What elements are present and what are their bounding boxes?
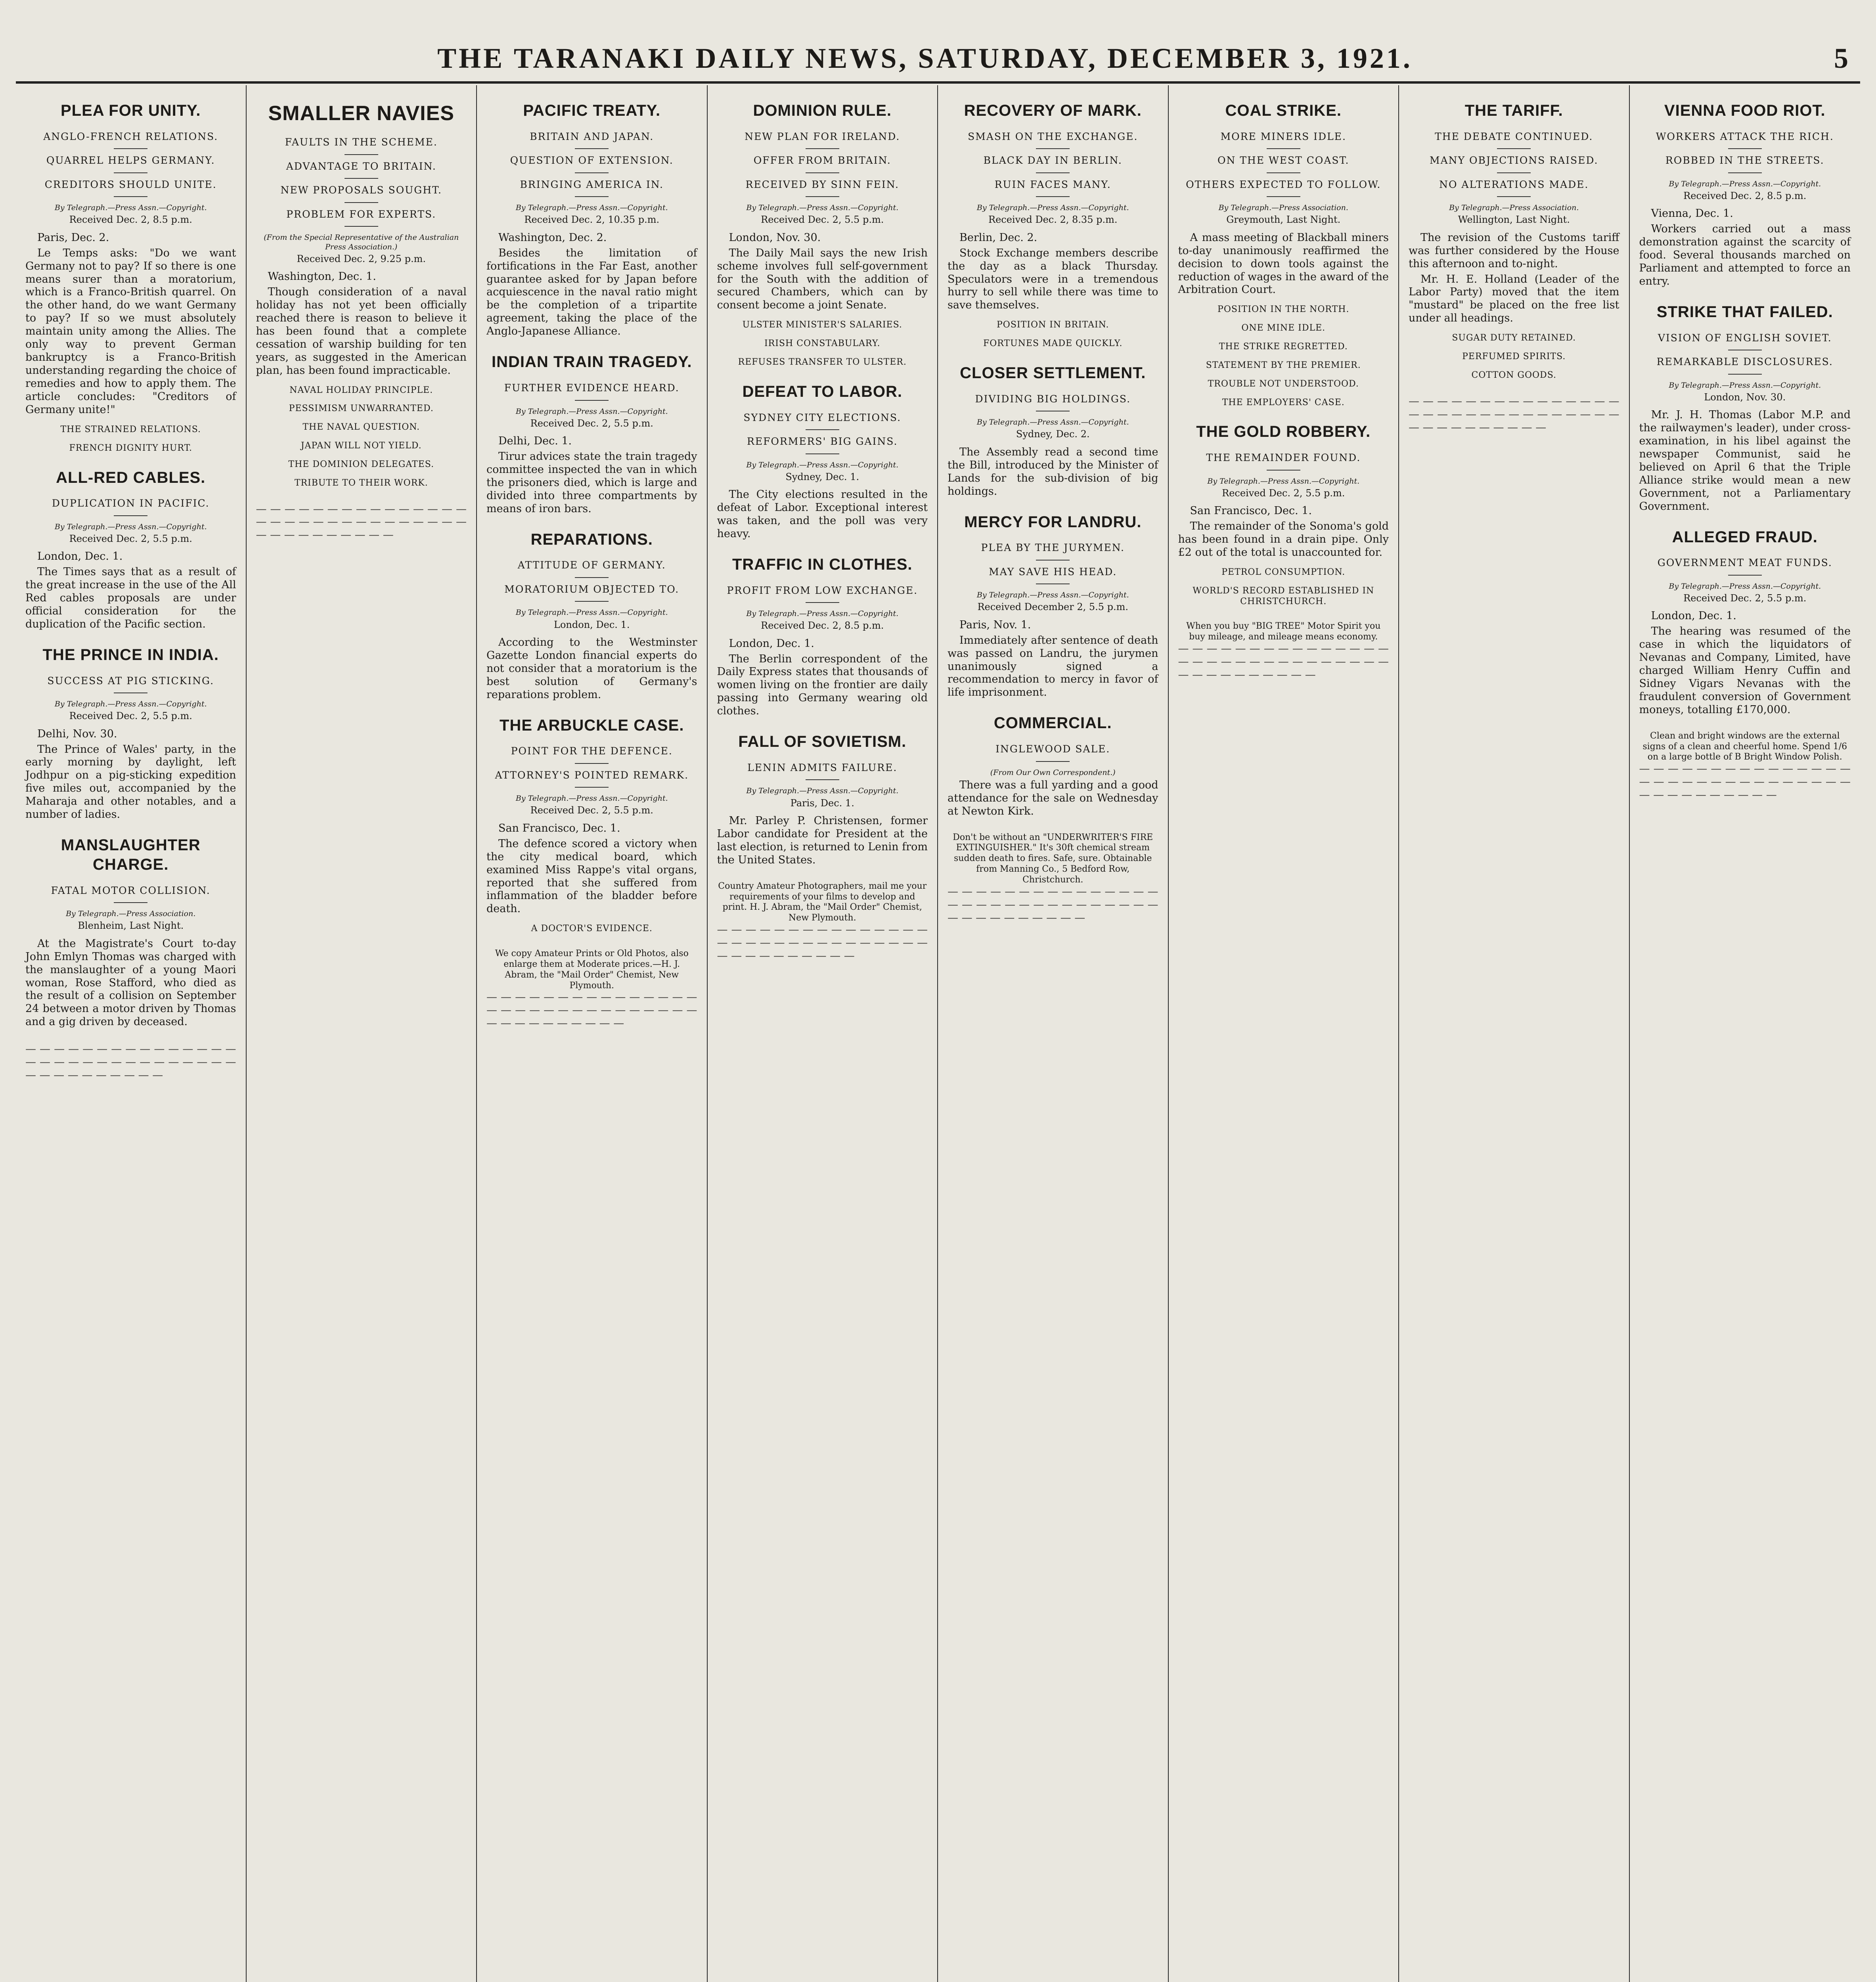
column-rule-filler: — — — — — — — — — — — — — — — — — — — — — — — — — — — — — — — — — — — — — — — — xyxy=(948,885,1158,924)
article xyxy=(25,645,236,821)
advertisement: Clean and bright windows are the external signs of a clean and cheerful home. Spend 1/6 on a large bottle of B Bright Window Polish. xyxy=(1642,731,1847,762)
paragraph: The hearing was resumed of the case in which the liquidators of Nevanas and Company, Limited, have charged William Henry Cuffin and Sidney Vigars Nevanas with the fraudulent conversion of Government moneys, totalling £170,000. xyxy=(1639,625,1851,716)
headline: COAL STRIKE. xyxy=(1225,102,1342,119)
headline: INDIAN TRAIN TRAGEDY. xyxy=(492,353,692,371)
received-line: Greymouth, Last Night. xyxy=(1226,214,1341,226)
headline: VIENNA FOOD RIOT. xyxy=(1664,102,1826,119)
column-7 xyxy=(1399,85,1630,1982)
deck-line: RECEIVED BY SINN FEIN. xyxy=(717,179,928,197)
headline: CLOSER SETTLEMENT. xyxy=(960,364,1146,382)
subheading: TRIBUTE TO THEIR WORK. xyxy=(294,478,428,488)
subheading: WORLD'S RECORD ESTABLISHED IN CHRISTCHURCH. xyxy=(1193,585,1374,606)
article xyxy=(25,101,236,454)
deck-line: LENIN ADMITS FAILURE. xyxy=(717,762,928,781)
paragraph: Washington, Dec. 1. xyxy=(268,270,376,283)
masthead xyxy=(16,40,1860,77)
byline: By Telegraph.—Press Assn.—Copyright. xyxy=(54,203,207,212)
deck-line: MANY OBJECTIONS RAISED. xyxy=(1409,155,1619,173)
column-rule-filler: — — — — — — — — — — — — — — — — — — — — — — — — — — — — — — — — — — — — — — — — xyxy=(256,503,467,541)
deck-line: BRITAIN AND JAPAN. xyxy=(486,131,697,149)
paragraph: Stock Exchange members describe the day as a black Thursday. Speculators were in a tremendous hurry to sell while there was time to save themselves. xyxy=(948,247,1158,312)
paragraph: San Francisco, Dec. 1. xyxy=(498,822,620,834)
subheading: A DOCTOR'S EVIDENCE. xyxy=(531,924,653,934)
byline: By Telegraph.—Press Assn.—Copyright. xyxy=(746,460,899,469)
byline: By Telegraph.—Press Association. xyxy=(1218,203,1348,212)
paragraph: The Daily Mail says the new Irish scheme involves full self-government for the South with the addition of secured Chambers, which can by consent become a joint Senate. xyxy=(717,247,928,312)
deck-line: THE DEBATE CONTINUED. xyxy=(1409,131,1619,149)
paragraph: London, Dec. 1. xyxy=(729,637,814,650)
deck-line: THE REMAINDER FOUND. xyxy=(1178,452,1389,471)
headline: PACIFIC TREATY. xyxy=(523,102,661,119)
deck-line: MORE MINERS IDLE. xyxy=(1178,131,1389,149)
headline: THE ARBUCKLE CASE. xyxy=(500,716,684,734)
article xyxy=(1639,302,1851,513)
deck-line: PROFIT FROM LOW EXCHANGE. xyxy=(717,585,928,603)
deck-line: BRINGING AMERICA IN. xyxy=(486,179,697,197)
received-line: Paris, Dec. 1. xyxy=(790,797,854,809)
column-rule-filler: — — — — — — — — — — — — — — — — — — — — — — — — — — — — — — — — — — — — — — — — xyxy=(486,991,697,1030)
byline: By Telegraph.—Press Assn.—Copyright. xyxy=(746,609,899,618)
paragraph: The remainder of the Sonoma's gold has been found in a drain pipe. Only £2 out of the total is unaccounted for. xyxy=(1178,520,1389,559)
headline: ALL-RED CABLES. xyxy=(56,469,206,486)
byline: By Telegraph.—Press Assn.—Copyright. xyxy=(976,591,1129,600)
subheading: POSITION IN BRITAIN. xyxy=(997,320,1109,330)
byline: By Telegraph.—Press Assn.—Copyright. xyxy=(1669,582,1821,591)
deck-line: FAULTS IN THE SCHEME. xyxy=(256,136,467,155)
deck-line: SUCCESS AT PIG STICKING. xyxy=(25,675,236,694)
deck-line: DUPLICATION IN PACIFIC. xyxy=(25,497,236,516)
paragraph: The Times says that as a result of the great increase in the use of the All Red cables proposals are under official consideration for the duplication of the Pacific section. xyxy=(25,566,236,630)
headline: MERCY FOR LANDRU. xyxy=(964,513,1142,531)
subheading: IRISH CONSTABULARY. xyxy=(764,339,881,349)
subheading: TROUBLE NOT UNDERSTOOD. xyxy=(1208,379,1359,389)
deck-line: NO ALTERATIONS MADE. xyxy=(1409,179,1619,197)
article xyxy=(486,530,697,702)
column-8 xyxy=(1630,85,1861,1982)
paragraph: Paris, Dec. 2. xyxy=(37,231,109,244)
deck-line: ON THE WEST COAST. xyxy=(1178,155,1389,173)
article xyxy=(1409,101,1619,381)
byline: By Telegraph.—Press Assn.—Copyright. xyxy=(515,608,668,617)
column-rule-filler: — — — — — — — — — — — — — — — — — — — — — — — — — — — — — — — — — — — — — — — — xyxy=(717,923,928,962)
paragraph: Vienna, Dec. 1. xyxy=(1651,207,1733,220)
deck-line: PROBLEM FOR EXPERTS. xyxy=(256,209,467,227)
received-line: Received Dec. 2, 5.5 p.m. xyxy=(530,417,653,429)
received-line: Received Dec. 2, 5.5 p.m. xyxy=(1683,593,1807,604)
advertisement: We copy Amateur Prints or Old Photos, also enlarge them at Moderate prices.—H. J. Abram, the "Mail Order" Chemist, New Plymouth. xyxy=(495,949,689,991)
column-1 xyxy=(16,85,247,1982)
received-line: Received Dec. 2, 9.25 p.m. xyxy=(297,253,426,264)
article xyxy=(717,555,928,718)
deck-line: POINT FOR THE DEFENCE. xyxy=(486,745,697,764)
advertisement: Don't be without an "UNDERWRITER'S FIRE EXTINGUISHER." It's 30ft chemical stream sudden death to fires. Safe, sure. Obtainable from Manning Co., 5 Bedford Row, Christchurch. xyxy=(953,832,1153,885)
deck-line: MORATORIUM OBJECTED TO. xyxy=(486,584,697,602)
article xyxy=(486,101,697,338)
paragraph: A mass meeting of Blackball miners to-day unanimously reaffirmed the decision to down tools against the reduction of wages in the award of the Arbitration Court. xyxy=(1178,231,1389,296)
received-line: London, Dec. 1. xyxy=(554,619,630,630)
subheading: SUGAR DUTY RETAINED. xyxy=(1452,333,1576,343)
columns-container xyxy=(16,85,1860,1982)
deck-line: MAY SAVE HIS HEAD. xyxy=(948,566,1158,585)
deck-line: QUESTION OF EXTENSION. xyxy=(486,155,697,173)
headline: SMALLER NAVIES xyxy=(268,102,454,125)
deck-line: NEW PROPOSALS SOUGHT. xyxy=(256,184,467,203)
deck-line: PLEA BY THE JURYMEN. xyxy=(948,542,1158,561)
received-line: Received Dec. 2, 8.35 p.m. xyxy=(988,214,1118,226)
headline: RECOVERY OF MARK. xyxy=(964,102,1142,119)
subheading: FRENCH DIGNITY HURT. xyxy=(69,443,193,453)
paragraph: Though consideration of a naval holiday has not yet been officially reached there is reason to believe it has been found that a complete cessation of warship building for ten years, as suggested in the American plan, has been found impracticable. xyxy=(256,285,467,377)
deck-line: REMARKABLE DISCLOSURES. xyxy=(1639,356,1851,375)
paragraph: San Francisco, Dec. 1. xyxy=(1190,505,1312,517)
paragraph: The Assembly read a second time the Bill, introduced by the Minister of Lands for the sub-division of big holdings. xyxy=(948,446,1158,497)
headline: FALL OF SOVIETISM. xyxy=(738,733,907,751)
subheading: THE DOMINION DELEGATES. xyxy=(288,459,435,469)
headline: COMMERCIAL. xyxy=(994,714,1112,732)
headline: THE PRINCE IN INDIA. xyxy=(42,646,219,664)
column-rule-filler: — — — — — — — — — — — — — — — — — — — — — — — — — — — — — — — — — — — — — — — — xyxy=(1178,643,1389,681)
deck-line: SYDNEY CITY ELECTIONS. xyxy=(717,412,928,430)
paragraph: Berlin, Dec. 2. xyxy=(959,231,1038,244)
received-line: Sydney, Dec. 2. xyxy=(1016,429,1090,440)
deck-line: WORKERS ATTACK THE RICH. xyxy=(1639,131,1851,149)
article xyxy=(1639,101,1851,288)
column-rule-filler: — — — — — — — — — — — — — — — — — — — — — — — — — — — — — — — — — — — — — — — — xyxy=(25,1043,236,1082)
paragraph: Workers carried out a mass demonstration against the scarcity of food. Several thousands marched on Parliament and attempted to force an entry. xyxy=(1639,223,1851,287)
byline: By Telegraph.—Press Assn.—Copyright. xyxy=(515,203,668,212)
deck-line: REFORMERS' BIG GAINS. xyxy=(717,436,928,454)
subheading: REFUSES TRANSFER TO ULSTER. xyxy=(738,357,907,367)
headline: DOMINION RULE. xyxy=(753,102,892,119)
deck-line: VISION OF ENGLISH SOVIET. xyxy=(1639,332,1851,351)
subheading: PETROL CONSUMPTION. xyxy=(1221,567,1346,577)
subheading: COTTON GOODS. xyxy=(1471,370,1556,380)
deck-line: QUARREL HELPS GERMANY. xyxy=(25,155,236,173)
received-line: Received December 2, 5.5 p.m. xyxy=(977,601,1129,613)
headline: STRIKE THAT FAILED. xyxy=(1656,303,1833,321)
byline: By Telegraph.—Press Assn.—Copyright. xyxy=(1669,381,1821,390)
paragraph: Mr. Parley P. Christensen, former Labor candidate for President at the last election, is returned to Lenin from the United States. xyxy=(717,814,928,866)
article xyxy=(1639,528,1851,717)
headline: MANSLAUGHTER CHARGE. xyxy=(61,836,201,873)
deck-line: DIVIDING BIG HOLDINGS. xyxy=(948,393,1158,412)
subheading: ULSTER MINISTER'S SALARIES. xyxy=(742,320,902,330)
received-line: Received Dec. 2, 5.5 p.m. xyxy=(530,805,653,816)
column-6 xyxy=(1169,85,1399,1982)
column-rule-filler: — — — — — — — — — — — — — — — — — — — — — — — — — — — — — — — — — — — — — — — — xyxy=(1639,763,1851,802)
deck-line: FURTHER EVIDENCE HEARD. xyxy=(486,382,697,401)
deck-line: SMASH ON THE EXCHANGE. xyxy=(948,131,1158,149)
byline: By Telegraph.—Press Assn.—Copyright. xyxy=(515,794,668,803)
deck-line: RUIN FACES MANY. xyxy=(948,179,1158,197)
paragraph: Mr. H. E. Holland (Leader of the Labor Party) moved that the item "mustard" be placed on the free list under all headings. xyxy=(1409,273,1619,325)
paragraph: The revision of the Customs tariff was further considered by the House this afternoon and to-night. xyxy=(1409,231,1619,270)
article xyxy=(948,363,1158,498)
headline: ALLEGED FRAUD. xyxy=(1672,528,1818,546)
article xyxy=(717,732,928,867)
deck-line: CREDITORS SHOULD UNITE. xyxy=(25,179,236,197)
article xyxy=(256,101,467,489)
headline: DEFEAT TO LABOR. xyxy=(742,383,902,400)
paragraph: There was a full yarding and a good attendance for the sale on Wednesday at Newton Kirk. xyxy=(948,779,1158,817)
subheading: FORTUNES MADE QUICKLY. xyxy=(983,339,1123,349)
paragraph: Delhi, Nov. 30. xyxy=(37,727,117,740)
deck-line: OTHERS EXPECTED TO FOLLOW. xyxy=(1178,179,1389,197)
paragraph: Le Temps asks: "Do we want Germany not to pay? If so there is one means surer than a moratorium, which is a Franco-British quarrel. On the other hand, do we want Germany to pay? If so we must absolutely maintain unity among the Allies. The only way to prevent German bankruptcy is a Franco-British understanding regarding the choice of remedies and how to apply them. The article concludes: "Creditors of Germany unite!" xyxy=(25,247,236,416)
column-2 xyxy=(247,85,477,1982)
paragraph: Paris, Nov. 1. xyxy=(959,618,1031,631)
article xyxy=(25,836,236,1029)
masthead-rule xyxy=(16,81,1860,84)
paragraph: Besides the limitation of fortifications in the Far East, another guarantee asked for by Japan before acquiescence in the naval ratio might be the completion of a tripartite agreement, taking the place of the Anglo-Japanese Alliance. xyxy=(486,247,697,338)
byline: By Telegraph.—Press Assn.—Copyright. xyxy=(515,407,668,416)
byline: By Telegraph.—Press Assn.—Copyright. xyxy=(746,203,899,212)
article xyxy=(25,468,236,631)
byline: By Telegraph.—Press Assn.—Copyright. xyxy=(1207,476,1360,486)
article xyxy=(717,101,928,368)
paragraph: London, Nov. 30. xyxy=(729,231,821,244)
subheading: ONE MINE IDLE. xyxy=(1241,323,1326,333)
paragraph: London, Dec. 1. xyxy=(37,550,123,563)
article xyxy=(486,716,697,935)
received-line: Received Dec. 2, 5.5 p.m. xyxy=(69,710,192,722)
subheading: NAVAL HOLIDAY PRINCIPLE. xyxy=(289,385,433,395)
article xyxy=(948,101,1158,349)
byline: By Telegraph.—Press Assn.—Copyright. xyxy=(54,700,207,709)
subheading: THE EMPLOYERS' CASE. xyxy=(1222,397,1345,407)
deck-line: INGLEWOOD SALE. xyxy=(948,743,1158,762)
headline: THE GOLD ROBBERY. xyxy=(1196,423,1371,441)
subheading: POSITION IN THE NORTH. xyxy=(1217,304,1350,315)
masthead-title: THE TARANAKI DAILY NEWS, SATURDAY, DECEMBER 3, 1921. xyxy=(437,42,1413,74)
received-line: Received Dec. 2, 5.5 p.m. xyxy=(1222,487,1345,499)
subheading: JAPAN WILL NOT YIELD. xyxy=(301,441,422,451)
received-line: Sydney, Dec. 1. xyxy=(785,471,860,482)
byline: By Telegraph.—Press Assn.—Copyright. xyxy=(1669,179,1821,188)
column-5 xyxy=(938,85,1169,1982)
received-line: Received Dec. 2, 8.5 p.m. xyxy=(1683,190,1807,201)
received-line: Blenheim, Last Night. xyxy=(78,920,184,932)
deck-line: ADVANTAGE TO BRITAIN. xyxy=(256,161,467,179)
paragraph: Immediately after sentence of death was passed on Landru, the jurymen unanimously signed a recommendation to mercy in favor of life imprisonment. xyxy=(948,634,1158,699)
byline: By Telegraph.—Press Assn.—Copyright. xyxy=(976,203,1129,212)
received-line: London, Nov. 30. xyxy=(1704,391,1786,403)
deck-line: ATTORNEY'S POINTED REMARK. xyxy=(486,769,697,788)
received-line: Received Dec. 2, 10.35 p.m. xyxy=(524,214,660,226)
received-line: Received Dec. 2, 8.5 p.m. xyxy=(761,620,884,631)
byline: By Telegraph.—Press Association. xyxy=(66,909,196,918)
headline: TRAFFIC IN CLOTHES. xyxy=(732,555,913,573)
paragraph: London, Dec. 1. xyxy=(1651,610,1736,622)
article xyxy=(717,382,928,541)
article xyxy=(948,513,1158,700)
column-4 xyxy=(708,85,938,1982)
headline: REPARATIONS. xyxy=(530,530,653,548)
subheading: PESSIMISM UNWARRANTED. xyxy=(289,404,434,414)
deck-line: ANGLO-FRENCH RELATIONS. xyxy=(25,131,236,149)
deck-line: GOVERNMENT MEAT FUNDS. xyxy=(1639,557,1851,576)
article xyxy=(948,714,1158,818)
paragraph: The Berlin correspondent of the Daily Express states that thousands of women living on the frontier are daily passing into Germany wearing old clothes. xyxy=(717,652,928,717)
subheading: PERFUMED SPIRITS. xyxy=(1462,352,1566,362)
subheading: THE STRAINED RELATIONS. xyxy=(60,424,201,434)
deck-line: OFFER FROM BRITAIN. xyxy=(717,155,928,173)
page-number: 5 xyxy=(1834,42,1848,74)
column-rule-filler: — — — — — — — — — — — — — — — — — — — — — — — — — — — — — — — — — — — — — — — — xyxy=(1409,395,1619,434)
headline: THE TARIFF. xyxy=(1464,102,1563,119)
received-line: Received Dec. 2, 8.5 p.m. xyxy=(69,214,192,226)
article xyxy=(1178,422,1389,607)
advertisement: When you buy "BIG TREE" Motor Spirit you buy mileage, and mileage means economy. xyxy=(1186,621,1381,642)
subheading: THE STRIKE REGRETTED. xyxy=(1219,342,1348,352)
paragraph: The City elections resulted in the defeat of Labor. Exceptional interest was taken, and the poll was very heavy. xyxy=(717,488,928,540)
received-line: Wellington, Last Night. xyxy=(1458,214,1570,226)
byline: (From the Special Representative of the Australian Press Association.) xyxy=(264,233,459,251)
paragraph: According to the Westminster Gazette London financial experts do not consider that a moratorium is the best solution of Germany's reparations problem. xyxy=(486,636,697,701)
column-3 xyxy=(477,85,708,1982)
byline: By Telegraph.—Press Assn.—Copyright. xyxy=(54,522,207,531)
byline: (From Our Own Correspondent.) xyxy=(990,768,1116,777)
deck-line: NEW PLAN FOR IRELAND. xyxy=(717,131,928,149)
headline: PLEA FOR UNITY. xyxy=(60,102,201,119)
deck-line: BLACK DAY IN BERLIN. xyxy=(948,155,1158,173)
byline: By Telegraph.—Press Assn.—Copyright. xyxy=(976,418,1129,427)
deck-line: ROBBED IN THE STREETS. xyxy=(1639,155,1851,173)
byline: By Telegraph.—Press Assn.—Copyright. xyxy=(746,786,899,796)
article xyxy=(1178,101,1389,408)
deck-line: FATAL MOTOR COLLISION. xyxy=(25,885,236,903)
paragraph: Washington, Dec. 2. xyxy=(498,231,607,244)
subheading: STATEMENT BY THE PREMIER. xyxy=(1206,360,1361,370)
byline: By Telegraph.—Press Association. xyxy=(1449,203,1579,212)
deck-line: ATTITUDE OF GERMANY. xyxy=(486,559,697,578)
paragraph: Mr. J. H. Thomas (Labor M.P. and the railwaymen's leader), under cross-examination, in his libel against the newspaper Communist, said he believed on April 6 that the Triple Alliance strike would mean a new Government, not a Parliamentary Government. xyxy=(1639,409,1851,513)
received-line: Received Dec. 2, 5.5 p.m. xyxy=(761,214,884,226)
article xyxy=(486,352,697,515)
advertisement: Country Amateur Photographers, mail me your requirements of your films to develop and print. H. J. Abram, the "Mail Order" Chemist, New Plymouth. xyxy=(718,881,927,923)
paragraph: At the Magistrate's Court to-day John Emlyn Thomas was charged with the manslaughter of a young Maori woman, Rose Stafford, who died as the result of a collision on September 24 between a motor driven by Thomas and a gig driven by deceased. xyxy=(25,937,236,1028)
paragraph: Delhi, Dec. 1. xyxy=(498,434,572,447)
paragraph: The defence scored a victory when the city medical board, which examined Miss Rappe's vital organs, reported that she suffered from inflammation of the bladder before death. xyxy=(486,837,697,915)
subheading: THE NAVAL QUESTION. xyxy=(302,422,420,432)
received-line: Received Dec. 2, 5.5 p.m. xyxy=(69,533,192,544)
paragraph: Tirur advices state the train tragedy committee inspected the van in which the prisoners died, which is large and divided into three compartments by means of iron bars. xyxy=(486,450,697,515)
paragraph: The Prince of Wales' party, in the early morning by daylight, left Jodhpur on a pig-sticking expedition five miles out, accompanied by the Maharaja and other notables, and a number of ladies. xyxy=(25,743,236,821)
